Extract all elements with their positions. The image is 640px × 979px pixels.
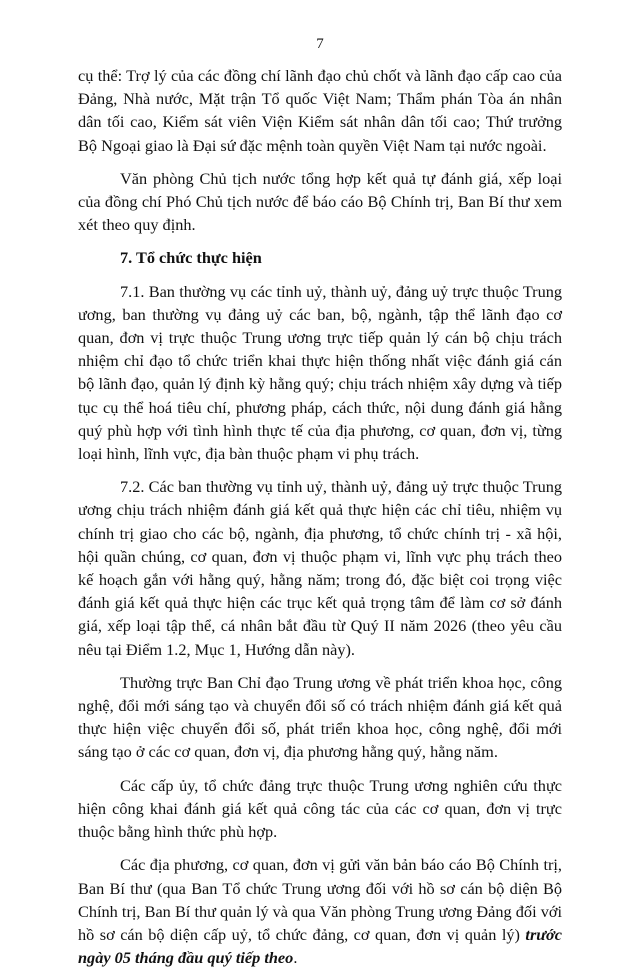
paragraph-7-1: 7.1. Ban thường vụ các tỉnh uỷ, thành uỷ, đảng uỷ trực thuộc Trung ương, ban thường vụ đảng uỷ các ban, bộ, ngành, tập thể lãnh đạo cơ quan, đơn vị trực thuộc Trung ương trực tiếp quản lý cán bộ chịu trách nhiệm chỉ đạo tổ chức triển khai thực hiện thống nhất việc đánh giá cán bộ lãnh đạo, quản lý định kỳ hằng quý; chịu trách nhiệm xây dựng và tiếp tục cụ thể hoá tiêu chí, phương pháp, cách thức, nội dung đánh giá hằng quý phù hợp với tình hình thực tế của địa phương, cơ quan, đơn vị, từng loại hình, lĩnh vực, địa bàn thuộc phạm vi phụ trách.: [78, 281, 562, 464]
page-number: 7: [316, 36, 324, 52]
paragraph-steering-committee: Thường trực Ban Chỉ đạo Trung ương về phát triển khoa học, công nghệ, đổi mới sáng tạo và chuyển đổi số có trách nhiệm đánh giá kết quả thực hiện việc chuyển đổi số, phát triển khoa học, công nghệ, đổi mới sáng tạo ở các cơ quan, đơn vị, địa phương hằng quý, hằng năm.: [78, 672, 562, 762]
document-body: [78, 64, 562, 979]
section-heading: 7. Tổ chức thực hiện: [120, 248, 262, 268]
paragraph-reporting-deadline: [78, 853, 562, 969]
paragraph-office-summary: Văn phòng Chủ tịch nước tổng hợp kết quả tự đánh giá, xếp loại của đồng chí Phó Chủ tịch nước để báo cáo Bộ Chính trị, Ban Bí thư xem xét theo quy định.: [78, 168, 562, 235]
paragraph-party-committees: Các cấp ủy, tổ chức đảng trực thuộc Trung ương nghiên cứu thực hiện công khai đánh giá kết quả công tác của các cơ quan, đơn vị trực thuộc bằng hình thức phù hợp.: [78, 775, 562, 842]
paragraph-7-2: 7.2. Các ban thường vụ tỉnh uỷ, thành uỷ, đảng uỷ trực thuộc Trung ương chịu trách nhiệm đánh giá kết quả thực hiện các chỉ tiêu, nhiệm vụ chính trị giao cho các bộ, ngành, địa phương, tổ chức chính trị - xã hội, hội quần chúng, cơ quan, đơn vị thuộc phạm vi, lĩnh vực phụ trách theo kế hoạch gắn với hằng quý, hằng năm; trong đó, đặc biệt coi trọng việc đánh giá kết quả thực hiện các trục kết quả trọng tâm để làm cơ sở đánh giá, xếp loại tập thể, cá nhân bắt đầu từ Quý II năm 2026 (theo yêu cầu nêu tại Điểm 1.2, Mục 1, Hướng dẫn này).: [78, 477, 562, 659]
deadline-emphasis: trước ngày 05 tháng đầu quý tiếp theo: [78, 924, 562, 968]
reporting-text: Các địa phương, cơ quan, đơn vị gửi văn bản báo cáo Bộ Chính trị, Ban Bí thư (qua Ban Tổ chức Trung ương đối với hồ sơ cán bộ diện Bộ Chính trị, Ban Bí thư quản lý và qua Văn phòng Trung ương Đảng đối với hồ sơ cán bộ diện cấp uỷ, tổ chức đảng, cơ quan, đơn vị quản lý): [78, 855, 562, 944]
paragraph-continuation: cụ thể: Trợ lý của các đồng chí lãnh đạo chủ chốt và lãnh đạo cấp cao của Đảng, Nhà nước, Mặt trận Tổ quốc Việt Nam; Thẩm phán Tòa án nhân dân tối cao, Kiểm sát viên Viện Kiểm sát nhân dân tối cao; Thứ trưởng Bộ Ngoại giao là Đại sứ đặc mệnh toàn quyền Việt Nam tại nước ngoài.: [78, 66, 562, 155]
paragraph-end: .: [293, 948, 298, 968]
